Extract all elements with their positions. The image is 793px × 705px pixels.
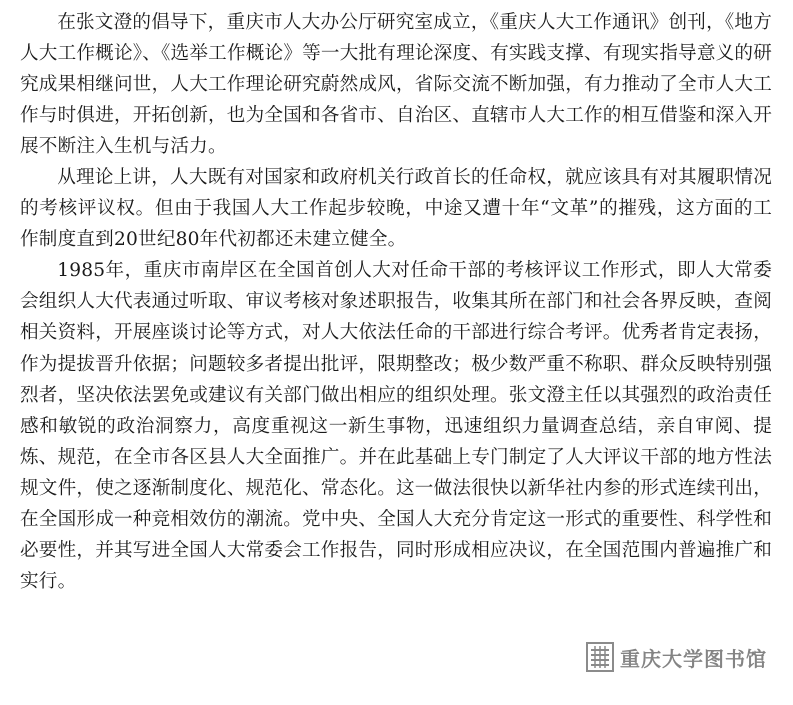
paragraph-3: 1985年，重庆市南岸区在全国首创人大对任命干部的考核评议工作形式，即人大常委会组织人大代表通过听取、审议考核对象述职报告，收集其所在部门和社会各界反映，查阅相关资料，开展座谈讨论等方式，对人大依法任命的干部进行综合考评。优秀者肯定表扬，作为提拔晋升依据；问题较多者提出批评，限期整改；极少数严重不称职、群众反映特别强烈者，坚决依法罢免或建议有关部门做出相应的组织处理。张文澄主任以其强烈的政治责任感和敏锐的政治洞察力，高度重视这一新生事物，迅速组织力量调查总结，亲自审阅、提炼、规范，在全市各区县人大全面推广。并在此基础上专门制定了人大评议干部的地方性法规文件，使之逐渐制度化、规范化、常态化。这一做法很快以新华社内参的形式连续刊出，在全国形成一种竞相效仿的潮流。党中央、全国人大充分肯定这一形式的重要性、科学性和必要性，并其写进全国人大常委会工作报告，同时形成相应决议，在全国范围内普遍推广和实行。: [20, 260, 772, 592]
library-logo-icon: [586, 642, 614, 672]
paragraph-1: 在张文澄的倡导下，重庆市人大办公厅研究室成立，《重庆人大工作通讯》创刊，《地方人大工作概论》、《选举工作概论》等一大批有理论深度、有实践支撑、有现实指导意义的研究成果相继问世，人大工作理论研究蔚然成风，省际交流不断加强，有力推动了全市人大工作与时俱进，开拓创新，也为全国和各省市、自治区、直辖市人大工作的相互借鉴和深入开展不断注入生机与活力。: [20, 12, 772, 158]
document-body: [20, 7, 772, 597]
paragraph-2: 从理论上讲，人大既有对国家和政府机关行政首长的任命权，就应该具有对其履职情况的考核评议权。但由于我国人大工作起步较晚，中途又遭十年“文革”的摧残，这方面的工作制度直到20世纪80年代初都还未建立健全。: [20, 167, 772, 251]
watermark-text: 重庆大学图书馆: [620, 646, 767, 671]
library-watermark: [582, 637, 773, 677]
